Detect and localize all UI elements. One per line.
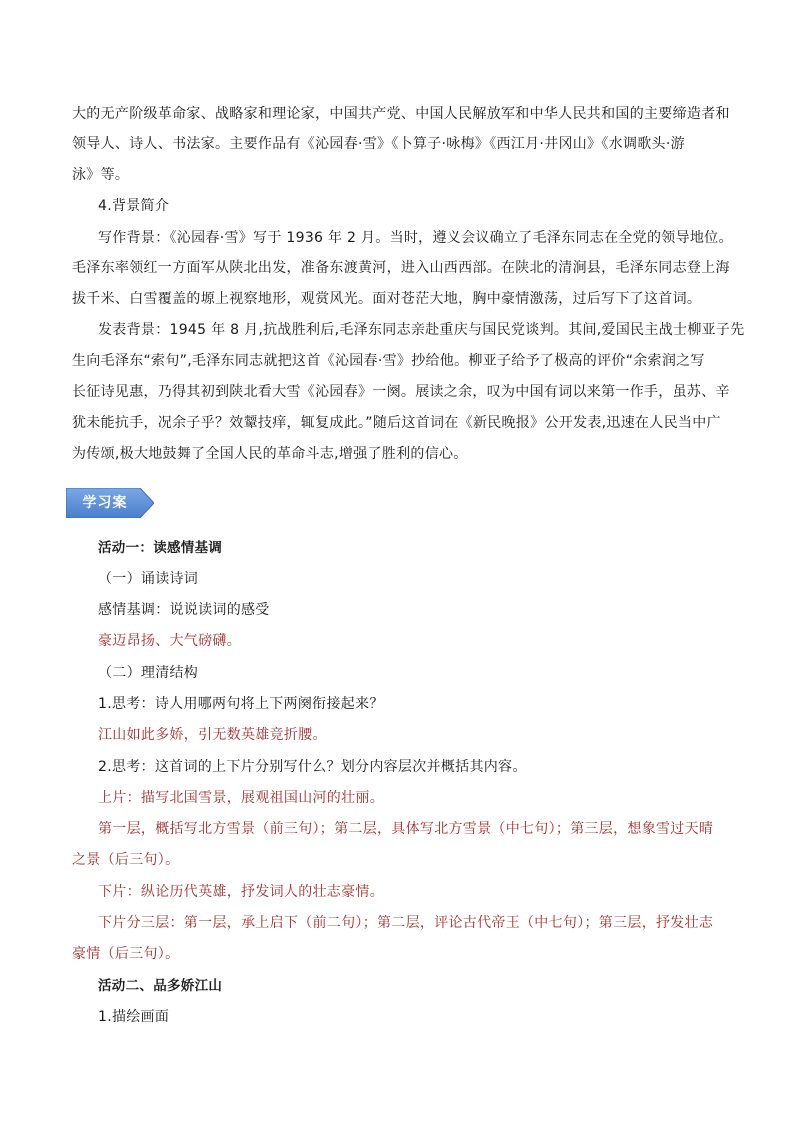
intro-line-2: 领导人、诗人、书法家。主要作品有《沁园春·雪》《卜算子·咏梅》《西江月·井冈山》《水调歌头·游 [72, 136, 685, 152]
question-1: 1.思考：诗人用哪两句将上下两阕衔接起来？ [98, 696, 384, 712]
banner-label: 学习案 [82, 495, 128, 511]
lower-layers-line-1: 下片分三层：第一层，承上启下（前二句）；第二层，评论古代帝王（中七句）；第三层，抒发壮志 [98, 915, 714, 931]
activity1-part1-heading: （一）诵读诗词 [98, 571, 199, 587]
emotion-answer: 豪迈昂扬、大气磅礴。 [98, 633, 241, 649]
lower-layers-line-2: 豪情（后三句）。 [72, 946, 180, 962]
intro-line-1: 大的无产阶级革命家、战略家和理论家，中国共产党、中国人民解放军和中华人民共和国的主要缔造者和 [72, 106, 730, 122]
background-heading: 4.背景简介 [98, 198, 170, 214]
intro-line-3: 泳》等。 [72, 167, 130, 183]
activity1-part2-heading: （二）理清结构 [98, 665, 199, 681]
writing-bg-line-3: 拔千米、白雪覆盖的塬上视察地形，观赏风光。面对苍茫大地，胸中豪情激荡，过后写下了这首词。 [72, 291, 702, 307]
publish-bg-line-2: 生向毛泽东“索句”,毛泽东同志就把这首《沁园春·雪》抄给他。柳亚子给予了极高的评价“余索润之写 [72, 353, 705, 369]
emotion-prompt: 感情基调：说说读词的感受 [98, 602, 270, 618]
study-plan-banner [66, 488, 154, 518]
lower-summary: 下片：纵论历代英雄，抒发词人的壮志豪情。 [98, 884, 384, 900]
upper-layers-line-2: 之景（后三句）。 [72, 852, 180, 868]
upper-layers-line-1: 第一层，概括写北方雪景（前三句）；第二层，具体写北方雪景（中七句）；第三层，想象雪过天晴 [98, 821, 714, 837]
upper-summary: 上片：描写北国雪景，展观祖国山河的壮丽。 [98, 790, 384, 806]
question-2: 2.思考：这首词的上下片分别写什么？划分内容层次并概括其内容。 [98, 759, 527, 775]
publish-bg-line-4: 犹未能抗手，况余子乎？效颦技痒，辄复成此。”随后这首词在《新民晚报》公开发表,迅速在人民当中广 [72, 415, 721, 431]
activity2-item-1: 1.描绘画面 [98, 1009, 170, 1025]
writing-bg-line-2: 毛泽东率领红一方面军从陕北出发，准备东渡黄河，进入山西西部。在陕北的清涧县，毛泽东同志登上海 [72, 260, 730, 276]
activity2-title: 活动二、品多娇江山 [98, 978, 223, 994]
writing-bg-line-1: 写作背景：《沁园春·雪》写于 1936 年 2 月。当时，遵义会议确立了毛泽东同志在全党的领导地位。 [98, 230, 733, 246]
answer-1: 江山如此多娇，引无数英雄竞折腰。 [98, 727, 327, 743]
activity1-title: 活动一：读感情基调 [98, 540, 223, 556]
publish-bg-line-5: 为传颂,极大地鼓舞了全国人民的革命斗志,增强了胜利的信心。 [72, 446, 468, 462]
publish-bg-line-3: 长征诗见惠，乃得其初到陕北看大雪《沁园春》一阕。展读之余，叹为中国有词以来第一作手，虽苏、辛 [72, 384, 730, 400]
publish-bg-line-1: 发表背景：1945 年 8 月,抗战胜利后,毛泽东同志亲赴重庆与国民党谈判。其间,爱国民主战士柳亚子先 [98, 322, 745, 338]
